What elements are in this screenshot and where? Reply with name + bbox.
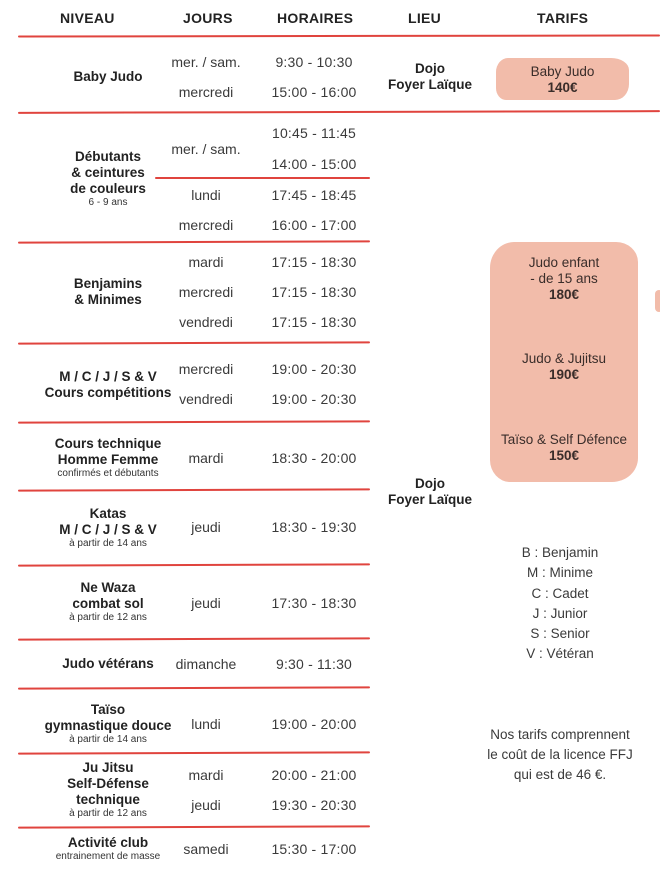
time: 18:30 - 20:00: [271, 450, 357, 466]
day: vendredi: [179, 314, 233, 330]
level-newaza: Ne Waza combat sol à partir de 12 ans: [69, 580, 147, 623]
divider-debutants: [18, 240, 370, 243]
time: 17:45 - 18:45: [271, 187, 357, 203]
header-jours: JOURS: [183, 10, 233, 26]
day: jeudi: [191, 519, 221, 535]
legend-item: M : Minime: [526, 565, 593, 581]
legend-item: S : Senior: [530, 626, 590, 642]
time: 17:15 - 18:30: [271, 284, 357, 300]
divider-header: [18, 34, 660, 37]
day: jeudi: [191, 797, 221, 813]
header-tarifs: TARIFS: [537, 10, 589, 26]
lieu-dojo-baby: Dojo Foyer Laïque: [387, 61, 473, 92]
day: mercredi: [178, 217, 234, 233]
tarif-jujitsu: Judo & Jujitsu 190€: [521, 351, 607, 382]
tarif-enfant: Judo enfant - de 15 ans 180€: [528, 255, 600, 302]
day: dimanche: [175, 656, 237, 672]
header-niveau: NIVEAU: [60, 10, 115, 26]
level-technique: Cours technique Homme Femme confirmés et débutants: [54, 436, 162, 479]
time: 17:15 - 18:30: [271, 254, 357, 270]
licence-note: Nos tarifs comprennent le coût de la licence FFJ qui est de 46 €.: [487, 727, 633, 782]
day: jeudi: [191, 595, 221, 611]
legend-item: B : Benjamin: [521, 545, 599, 560]
level-taiso: Taïso gymnastique douce à partir de 14 ans: [44, 702, 172, 745]
legend-item: C : Cadet: [531, 585, 589, 601]
day: mardi: [188, 767, 224, 783]
level-benjamins: Benjamins & Minimes: [73, 276, 143, 307]
time: 19:00 - 20:30: [271, 361, 357, 377]
time: 20:00 - 21:00: [271, 767, 357, 783]
divider-jujitsu: [18, 825, 370, 828]
time: 15:00 - 16:00: [271, 84, 357, 100]
day: mer. / sam.: [171, 54, 241, 70]
day: vendredi: [179, 391, 233, 407]
abbreviation-legend: [470, 543, 650, 665]
time: 15:30 - 17:00: [271, 841, 357, 857]
time: 14:00 - 15:00: [271, 156, 357, 172]
level-club: Activité club entrainement de masse: [55, 835, 161, 862]
legend-item: J : Junior: [532, 605, 588, 621]
time: 19:30 - 20:30: [271, 797, 357, 813]
day: mer. / sam.: [171, 141, 241, 157]
level-veterans: Judo vétérans: [62, 656, 154, 671]
day: lundi: [191, 716, 221, 732]
day: mercredi: [178, 84, 234, 100]
divider-benjamins: [18, 341, 370, 344]
divider-newaza: [18, 637, 370, 640]
day: mardi: [188, 450, 224, 466]
divider-veterans: [18, 686, 370, 689]
lieu-dojo-main: Dojo Foyer Laïque: [387, 476, 473, 507]
level-competitions: M / C / J / S & V Cours compétitions: [44, 369, 172, 400]
level-katas: Katas M / C / J / S & V à partir de 14 ans: [59, 506, 157, 549]
time: 17:15 - 18:30: [271, 314, 357, 330]
day: lundi: [191, 187, 221, 203]
divider-katas: [18, 563, 370, 566]
day: mardi: [188, 254, 224, 270]
divider-taiso: [18, 751, 370, 754]
tarif-edge-mark: [655, 290, 660, 312]
time: 19:00 - 20:30: [271, 391, 357, 407]
legend-item: V : Vétéran: [526, 646, 594, 662]
time: 10:45 - 11:45: [271, 125, 357, 141]
level-debutants: Débutants & ceintures de couleurs 6 - 9 ans: [70, 149, 146, 208]
header-horaires: HORAIRES: [277, 10, 354, 26]
tarif-taiso: Taïso & Self Défence 150€: [500, 432, 628, 463]
time: 9:30 - 11:30: [275, 656, 353, 672]
time: 9:30 - 10:30: [275, 54, 353, 70]
day: mercredi: [178, 361, 234, 377]
day: samedi: [183, 841, 229, 857]
tarif-baby: Baby Judo 140€: [530, 64, 595, 95]
header-lieu: LIEU: [408, 10, 442, 26]
time: 17:30 - 18:30: [271, 595, 357, 611]
divider-baby: [18, 110, 660, 114]
divider-competitions: [18, 420, 370, 423]
divider-technique: [18, 488, 370, 491]
time: 16:00 - 17:00: [271, 217, 357, 233]
level-jujitsu: Ju Jitsu Self-Défense technique à partir de 12 ans: [67, 760, 149, 819]
time: 19:00 - 20:00: [271, 716, 357, 732]
level-baby-judo: Baby Judo: [73, 69, 143, 84]
time: 18:30 - 19:30: [271, 519, 357, 535]
day: mercredi: [178, 284, 234, 300]
